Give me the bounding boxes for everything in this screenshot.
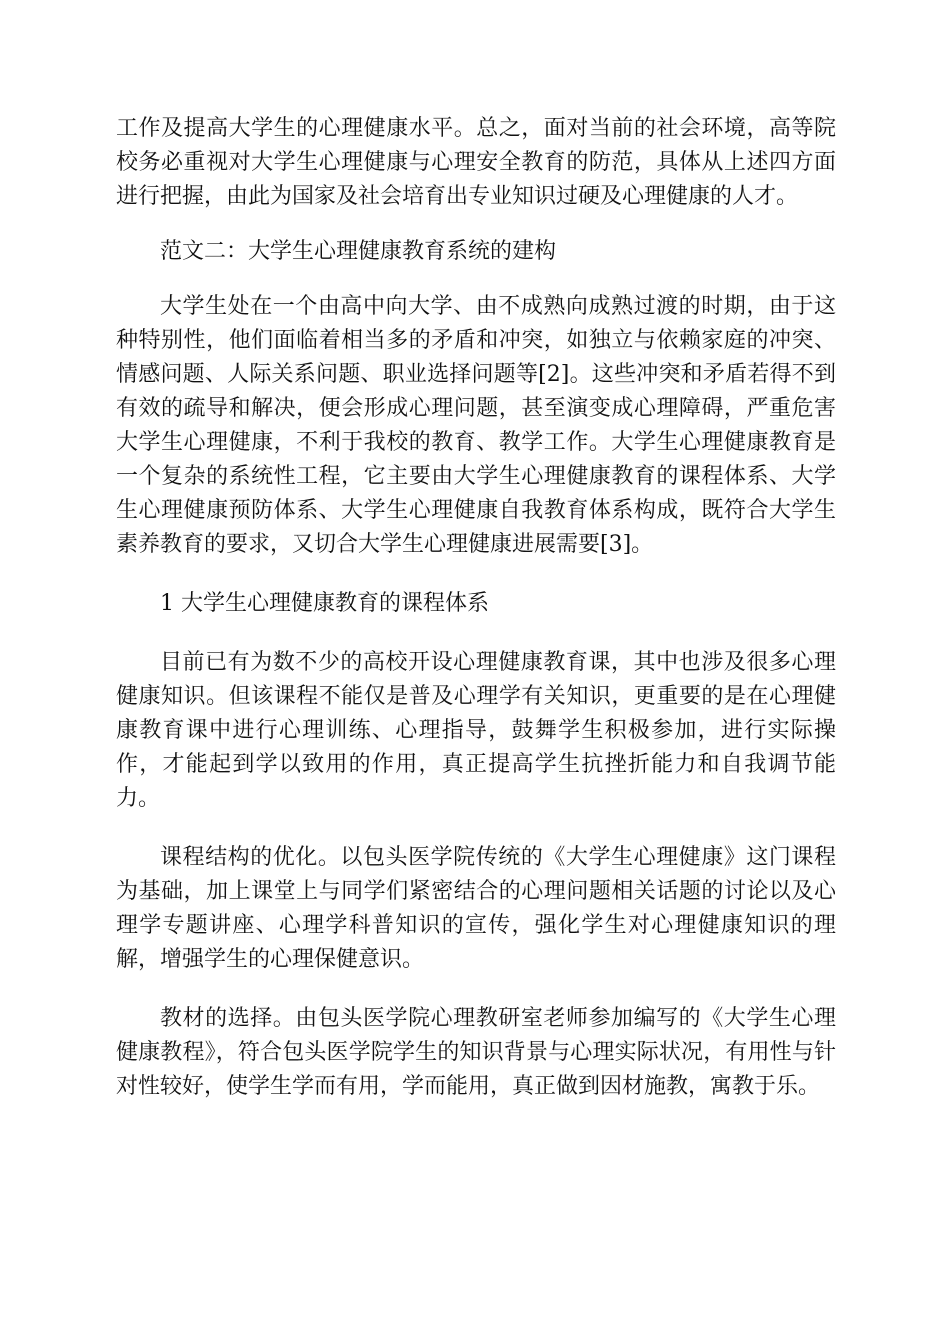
paragraph-current-courses: 目前已有为数不少的高校开设心理健康教育课，其中也涉及很多心理健康知识。但该课程不能仅是普及心理学有关知识，更重要的是在心理健康教育课中进行心理训练、心理指导，鼓舞学生积极参加，进行实际操作，才能起到学以致用的作用，真正提高学生抗挫折能力和自我调节能力。: [116, 650, 836, 811]
paragraph-course-structure: 课程结构的优化。以包头医学院传统的《大学生心理健康》这门课程为基础，加上课堂上与同学们紧密结合的心理问题相关话题的讨论以及心理学专题讲座、心理学科普知识的宣传，强化学生对心理健康知识的理解，增强学生的心理保健意识。: [116, 845, 836, 972]
section-heading-course-system: 1 大学生心理健康教育的课程体系: [160, 591, 489, 616]
document-body: [116, 112, 836, 1104]
paragraph-textbook-selection: 教材的选择。由包头医学院心理教研室老师参加编写的《大学生心理健康教程》，符合包头医学院学生的知识背景与心理实际状况，有用性与针对性较好，使学生学而有用，学而能用，真正做到因材施教，寓教于乐。: [116, 1006, 836, 1099]
section-heading-sample-two: 范文二：大学生心理健康教育系统的建构: [160, 239, 557, 264]
paragraph-intro: 大学生处在一个由高中向大学、由不成熟向成熟过渡的时期，由于这种特别性，他们面临着相当多的矛盾和冲突，如独立与依赖家庭的冲突、情感问题、人际关系问题、职业选择问题等[2]。这些冲突和矛盾若得不到有效的疏导和解决，便会形成心理问题，甚至演变成心理障碍，严重危害大学生心理健康，不利于我校的教育、教学工作。大学生心理健康教育是一个复杂的系统性工程，它主要由大学生心理健康教育的课程体系、大学生心理健康预防体系、大学生心理健康自我教育体系构成，既符合大学生素养教育的要求，又切合大学生心理健康进展需要[3]。: [116, 294, 836, 557]
paragraph-conclusion: 工作及提高大学生的心理健康水平。总之，面对当前的社会环境，高等院校务必重视对大学生心理健康与心理安全教育的防范，具体从上述四方面进行把握，由此为国家及社会培育出专业知识过硬及心理健康的人才。: [116, 116, 836, 209]
